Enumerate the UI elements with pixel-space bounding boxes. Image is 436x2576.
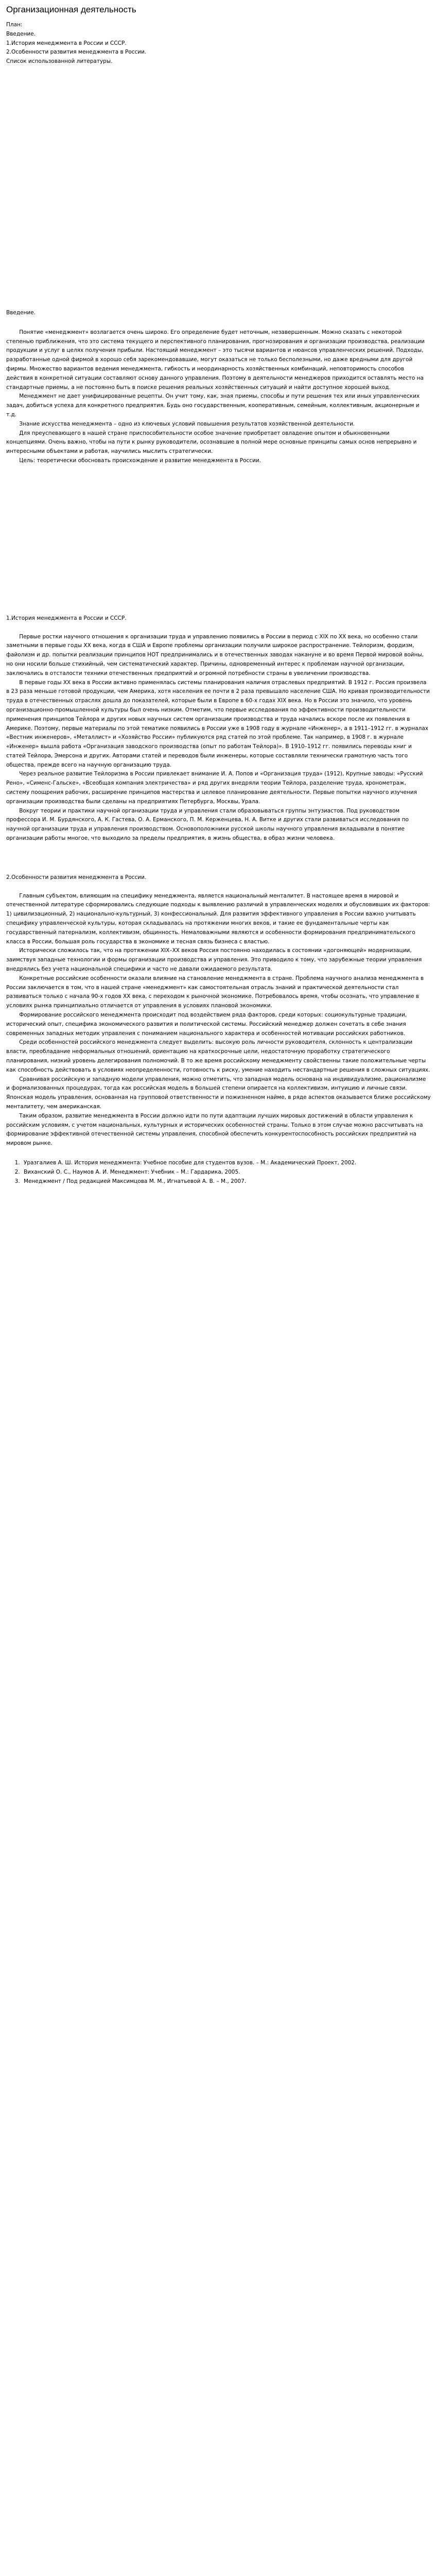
plan-label: План: <box>6 22 23 28</box>
section-features <box>6 873 431 1148</box>
blank-spacer <box>6 1148 431 1159</box>
paragraph: Таким образом, развитие менеджмента в России должно идти по пути адаптации лучших мировых достижений в области управления к российским условиям, с учетом национальных, культурных и исторических особенностей страны. Только в этом случае можно рассчитывать на формирование эффективной отечественной системы управления, способной обеспечить конкурентоспособность российских предприятий на мировом рынке. <box>6 1112 423 1147</box>
plan-block <box>6 21 431 66</box>
plan-item: Введение. <box>6 30 36 37</box>
paragraph: Понятие «менеджмент» возлагается очень широко. Его определение будет неточным, незавершенным. Можно сказать с некоторой степенью приближения, что это система текущего и перспективного планирования, прогнозирования и организации производства, реализации продукции и услуг в целях получения прибыли. Настоящий менеджмент – это тысячи вариантов и нюансов управленческих решений. Подходы, разработанные одной фирмой в хорошо себя зарекомендовавшие, могут оказаться не только бесполезными, но даже вредными для другой фирмы. Множество вариантов ведения менеджмента, гибкость и неординарность хозяйственных комбинаций, неповторимость способов действия в конкретной ситуации составляют основу данного управления. Поэтому в деятельности менеджеров приходится оставлять место на стандартные приемы, а не постоянно быть в поиске решения реальных хозяйственных ситуаций и найти доступное хорошей выход. <box>6 329 425 391</box>
section-heading: 2.Особенности развития менеджмента в России. <box>6 874 147 880</box>
paragraph: Сравнивая российскую и западную модели управления, можно отметить, что западная модель основана на индивидуализме, рационализме и формализованных процедурах, тогда как российская модель в большей степени опирается на коллективизм, интуицию и личные связи. Японская модель управления, основанная на групповой ответственности и пожизненном найме, в ряде аспектов оказывается ближе российскому менталитету, чем американская. <box>6 1076 431 1110</box>
paragraph: Исторически сложилось так, что на протяжении XIX–XX веков Россия постоянно находилась в состоянии «догоняющей» модернизации, заимствуя западные технологии и формы организации производства и управления. Это приводило к тому, что зарубежные теории управления внедрялись без учета национальной специфики и часто не давали ожидаемого результата. <box>6 947 422 973</box>
reference-item: 2. Виханский О. С., Наумов А. И. Менеджмент: Учебник – М.: Гардарика, 2005. <box>22 1168 431 1177</box>
paragraph: Для преуспевающего в нашей стране приспособительности особое значение приобретает овладение опытом и обыкновенными концепциями. Очень важно, чтобы на пути к рынку руководители, осознавшие в полной мере основные принципы самых основ непрерывно и интересными объектами и работая, научились мыслить стратегически. <box>6 430 417 455</box>
document-title: Организационная деятельность <box>6 5 136 14</box>
section-history <box>6 614 431 843</box>
paragraph: Первые ростки научного отношения к организации труда и управлению появились в России в период с XIX по XX века, но особенно стали заметными в первые годы XX века, когда в США и Европе проблемы организации получили широкое распространение. Тейлоризм, фордизм, файолизм и др. попытки реализации принципов НОТ предпринимались и в отечественных заводах накануне и во время Первой мировой войны, но они носили больше стихийный, чем систематический характер. Причины, одновременный интерес к проблемам научной организации, заключались в отсталости техники отечественных предприятий и огромной потребности страны в увеличении производства. <box>6 633 424 676</box>
plan-item: 2.Особенности развития менеджмента в России. <box>6 49 147 56</box>
paragraph: Среди особенностей российского менеджмента следует выделить: высокую роль личности руководителя, склонность к централизации власти, преобладание неформальных отношений, ориентацию на краткосрочные цели, недостаточную проработку стратегического планирования, низкий уровень делегирования полномочий. В то же время российскому менеджменту свойственны такие положительные черты как способность действовать в условиях неопределенности, готовность к риску, умение находить нестандартные решения в сложных ситуациях. <box>6 1039 430 1073</box>
paragraph: В первые годы XX века в России активно применялась системы планирования наличия отраслевых предприятий. В 1912 г. Россия произвела в 23 раза меньше готовой продукции, чем Америка, хотя населения ее почти в 2 раза превышало население США. Но кривая производительности труда в отечественных отраслях дошла до показателей, которые были в Европе в 60-х годах XIX века. Но в России это значило, что уровень организационно-промышленной культуры был очень низким. Отметим, что первые исследования по эффективности производительности применения принципов Тейлора и других новых научных систем организации производства и труда начались вскоре после их появления в Америке. Поэтому, первые материалы по этой тематике появились в России уже в 1908 году в журнале «Инженер», а в 1911–1912 гг. в журналах «Вестник инженеров», «Металлист» и «Хозяйство России» публикуются ряд статей по этой проблеме. Так например, в 1908 г. в журнале «Инженер» вышла работа «Организация заводского производства (опыт по работам Тейлора)». В 1910–1912 гг. появились переводы книг и статей Тейлора, Эмерсона и других. Авторами статей и переводов были инженеры, которые составляли технически грамотную часть того общества, прежде всего на научную организацию труда. <box>6 679 430 768</box>
paragraph: Вокруг теории и практики научной организации труда и управления стали образовываться группы энтузиастов. Под руководством профессора И. М. Бурдянского, А. К. Гастева, О. А. Ерманского, П. М. Керженцева, Н. А. Витке и других стали развиваться исследования по научной организации труда и управления производством. Основоположники русской школы научного управления вкладывали в понятие организации работы многое, что выходило за пределы предприятия, в жизнь общества, в образ жизни человека. <box>6 807 409 842</box>
paragraph: Цель: теоретически обосновать происхождение и развитие менеджмента в России. <box>19 457 261 464</box>
blank-spacer <box>6 66 431 309</box>
reference-item: 3. Менеджмент / Под редакцией Максимцова М. М., Игнатьевой А. В. – М., 2007. <box>22 1177 431 1187</box>
references-list <box>6 1159 431 1186</box>
paragraph: Через реальное развитие Тейлоризма в России привлекает внимание И. А. Попов и «Организация труда» (1912), Крупные заводы: «Русский Рено», «Сименс-Гальске», «Всеобщая компания электричества» и ряд других внедряли теории Тейлора, разделение труда, хронометраж, систему поощрения рабочих, расширение принципов мастерства и целевое планирование деятельности. Первые попытки научного изучения организации производства были сделаны на предприятиях Петербурга, Москвы, Урала. <box>6 771 423 805</box>
blank-spacer <box>6 466 431 605</box>
paragraph: Главным субъектом, влияющим на специфику менеджмента, является национальный менталитет. В настоящее время в мировой и отечественной литературе сформировались следующие подходы к выявлению различий в управленческих моделях и обусловивших их факторов: 1) цивилизационный, 2) национально-культурный, 3) конфессиональный. Для развития эффективного управления в России важно учитывать специфику управленческой культуры, которая складывалась на протяжении многих веков, и такие ее фундаментальные черты как государственный патернализм, коллективизм, общинность. Немаловажными являются и особенности формирования предпринимательского класса в России, большая роль государства в экономике и тесная связь бизнеса с властью. <box>6 892 430 945</box>
reference-item: 1. Уразгалиев А. Ш. История менеджмента: Учебное пособие для студентов вузов. – М.: Академический Проект, 2002. <box>22 1159 431 1168</box>
paragraph: Конкретные российские особенности оказали влияние на становление менеджмента в стране. Проблема научного анализа менеджмента в России заключается в том, что в нашей стране «менеджмент» как самостоятельная отрасль знаний и практической деятельности стал развиваться только с начала 90-х годов XX века, с переходом к рыночной экономике. Потребовалось время, чтобы осознать, что управление в условиях рынка принципиально отличается от управления в условиях плановой экономики. <box>6 975 424 1009</box>
blank-spacer <box>6 843 431 864</box>
plan-item: Список использованной литературы. <box>6 58 113 65</box>
paragraph: Знание искусства менеджмента – одно из ключевых условий повышения результатов хозяйственной деятельности. <box>19 420 355 427</box>
introduction-heading: Введение. <box>6 309 36 316</box>
section-heading: 1.История менеджмента в России и СССР. <box>6 615 127 621</box>
paragraph: Формирование российского менеджмента происходит под воздействием ряда факторов, среди которых: социокультурные традиции, исторический опыт, специфика экономического развития и политической системы. Российский менеджер должен сочетать в себе знания современных западных методик управления с пониманием национального характера и особенностей мотивации российских работников. <box>6 1012 407 1037</box>
plan-item: 1.История менеджмента в России и СССР. <box>6 40 127 46</box>
paragraph: Менеджмент не дает унифицированные рецепты. Он учит тому, как, зная приемы, способы и пути решения тех или иных управленческих задач, добиться успеха для конкретного предприятия. Будь оно государственным, кооперативным, семейным, коллективным, акционерным и т.д. <box>6 393 420 418</box>
introduction-section <box>6 309 431 466</box>
